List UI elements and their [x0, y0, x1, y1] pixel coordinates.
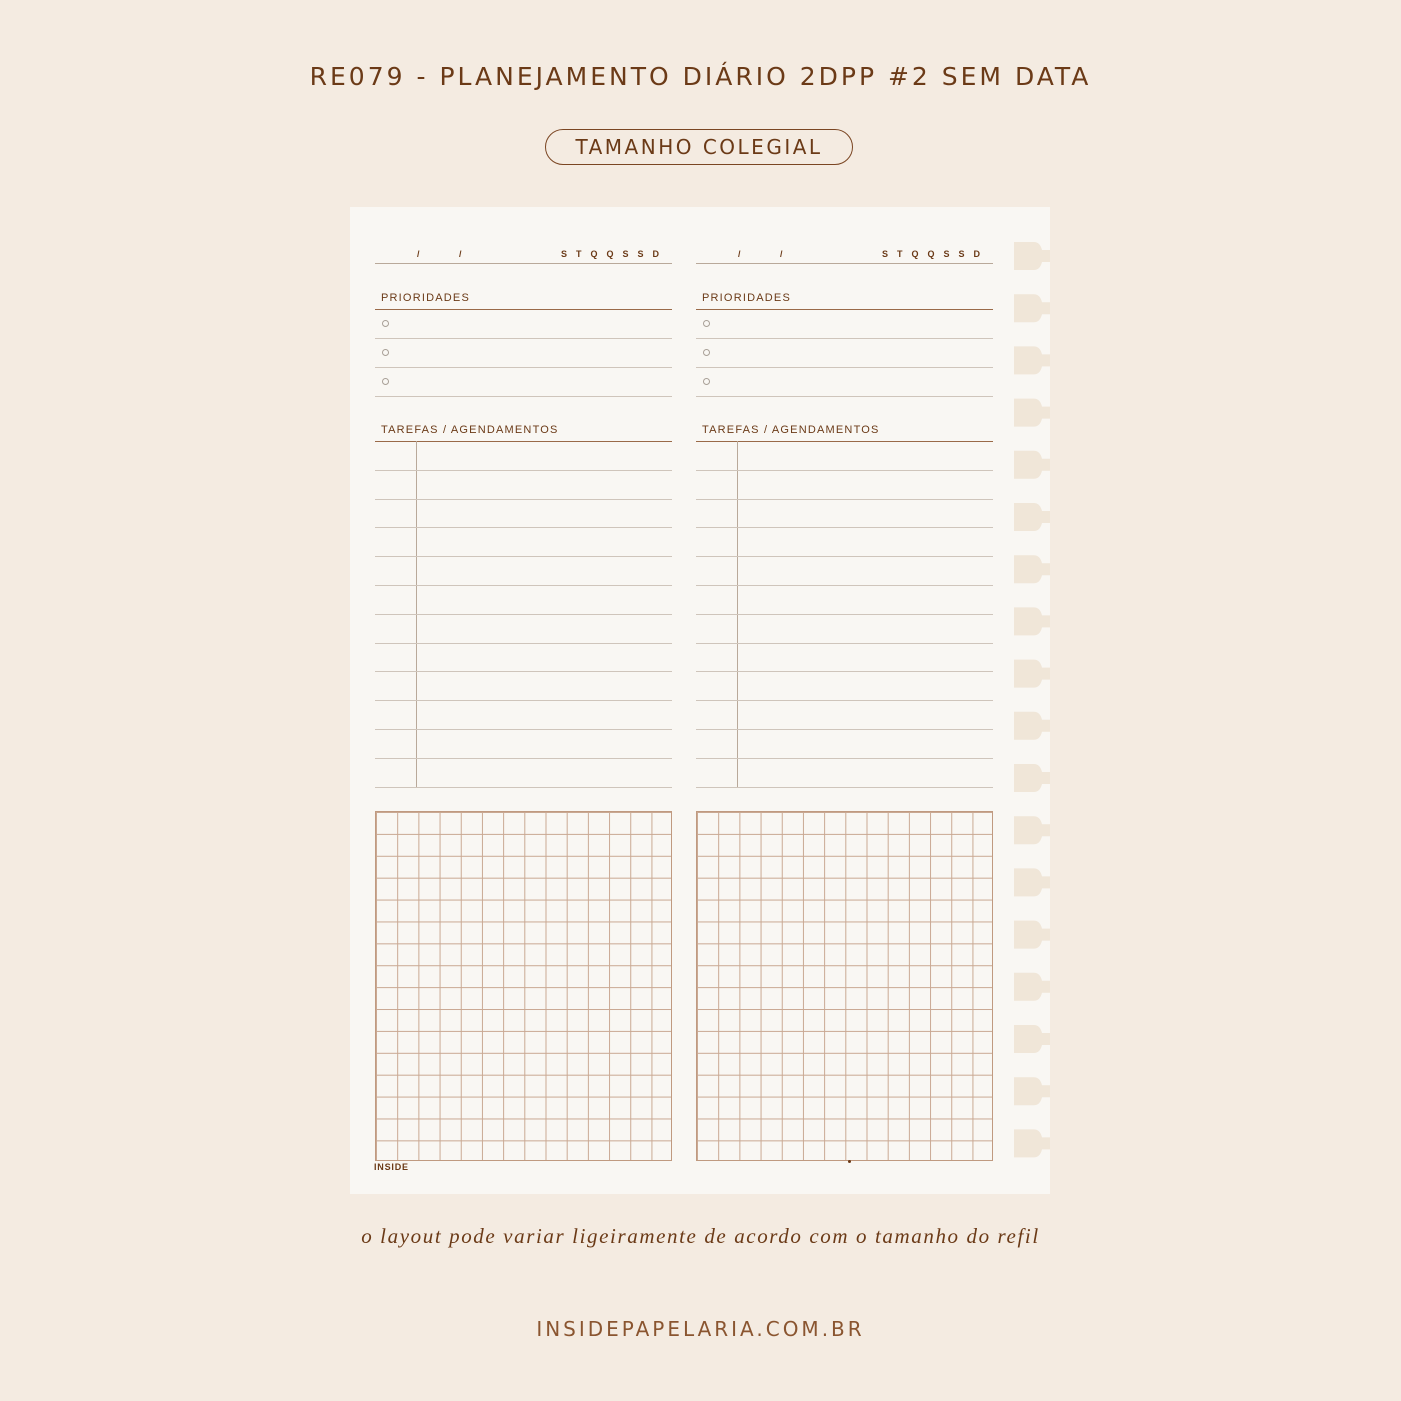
task-line: [375, 499, 672, 500]
task-line: [696, 643, 993, 644]
planner-sheet: [350, 207, 1050, 1194]
task-line: [375, 585, 672, 586]
task-line: [696, 499, 993, 500]
weekday-letters: STQQSSD: [560, 249, 668, 259]
priority-bullet: [382, 320, 389, 327]
task-line: [696, 671, 993, 672]
divider: [696, 309, 993, 310]
weekday-letters: STQQSSD: [881, 249, 989, 259]
priorities-label: PRIORIDADES: [381, 292, 470, 304]
divider: [375, 309, 672, 310]
date-line: [696, 249, 993, 264]
tasks-label: TAREFAS / AGENDAMENTOS: [381, 424, 559, 436]
priority-bullet: [703, 378, 710, 385]
task-line: [375, 729, 672, 730]
task-line: [375, 671, 672, 672]
task-line: [375, 556, 672, 557]
website-link: INSIDEPAPELARIA.COM.BR: [536, 1317, 865, 1341]
brand-mark: INSIDE: [374, 1162, 409, 1172]
task-line: [696, 527, 993, 528]
priority-bullet: [382, 349, 389, 356]
divider: [696, 396, 993, 397]
date-separator: /: [780, 249, 783, 259]
task-line: [375, 787, 672, 788]
priorities-label: PRIORIDADES: [702, 292, 791, 304]
page-title: RE079 - PLANEJAMENTO DIÁRIO 2DPP #2 SEM DATA: [309, 62, 1092, 91]
divider: [696, 441, 993, 442]
task-line: [375, 527, 672, 528]
divider: [375, 441, 672, 442]
grid-area: [375, 811, 672, 1161]
layout-note: o layout pode variar ligeiramente de acordo com o tamanho do refil: [361, 1224, 1040, 1248]
task-line: [696, 758, 993, 759]
task-line: [696, 556, 993, 557]
priority-bullet: [382, 378, 389, 385]
grid-area: [696, 811, 993, 1161]
divider: [375, 338, 672, 339]
task-line: [696, 787, 993, 788]
date-separator: /: [738, 249, 741, 259]
divider: [375, 396, 672, 397]
divider: [696, 367, 993, 368]
date-separator: /: [459, 249, 462, 259]
divider: [375, 367, 672, 368]
date-separator: /: [417, 249, 420, 259]
task-line: [696, 729, 993, 730]
task-line: [696, 470, 993, 471]
tasks-label: TAREFAS / AGENDAMENTOS: [702, 424, 880, 436]
task-line: [696, 700, 993, 701]
size-badge: TAMANHO COLEGIAL: [545, 129, 853, 165]
center-dot: [848, 1160, 851, 1163]
task-line: [375, 614, 672, 615]
priority-bullet: [703, 349, 710, 356]
task-line: [375, 643, 672, 644]
task-line: [696, 585, 993, 586]
date-line: [375, 249, 672, 264]
priority-bullet: [703, 320, 710, 327]
task-line: [375, 700, 672, 701]
task-line: [696, 614, 993, 615]
task-line: [375, 470, 672, 471]
divider: [696, 338, 993, 339]
task-line: [375, 758, 672, 759]
